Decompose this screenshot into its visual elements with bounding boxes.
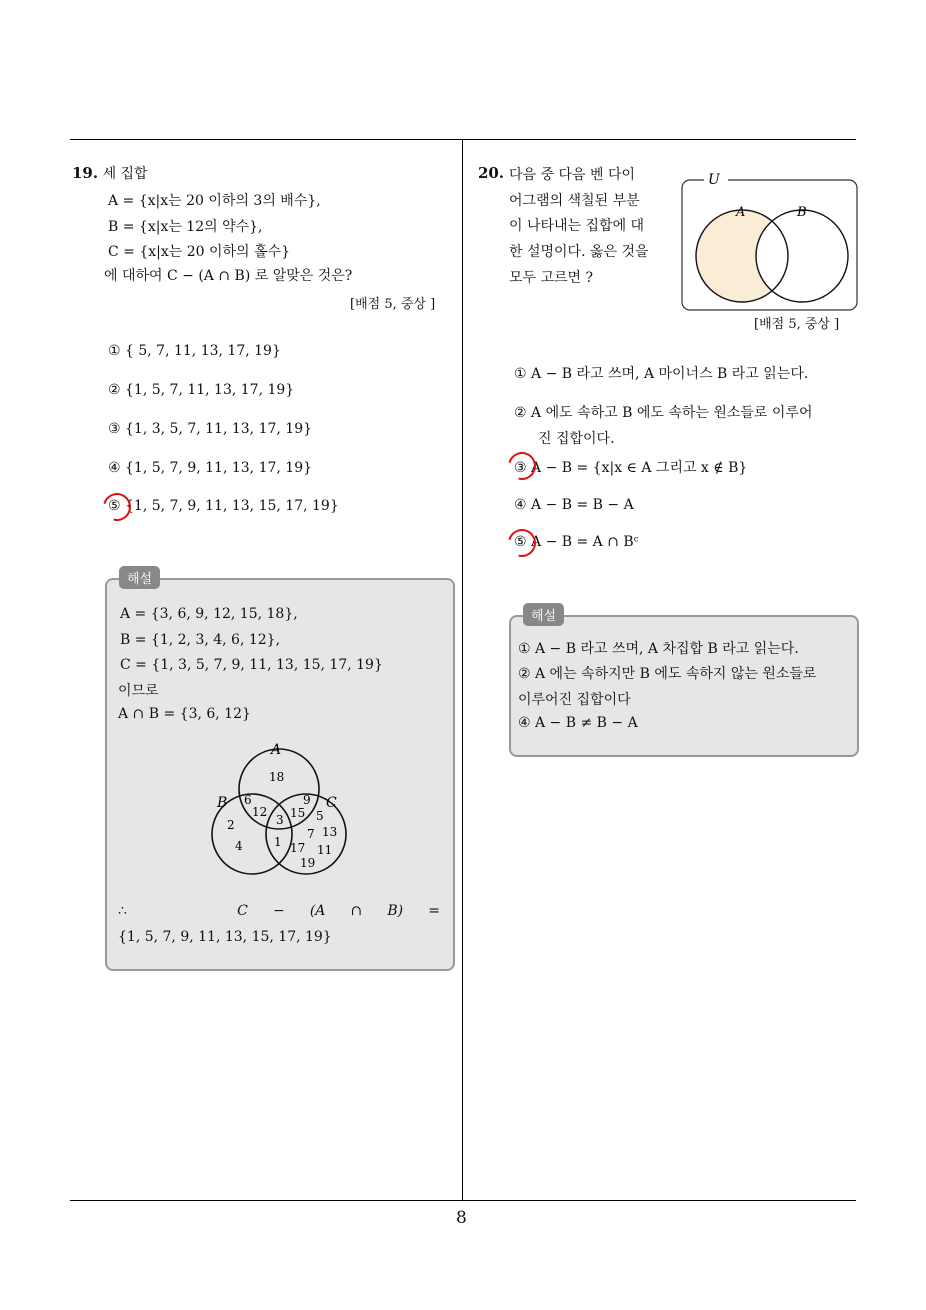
option-text: {1, 5, 7, 9, 11, 13, 17, 19} (125, 460, 313, 476)
q20-question-line-5: 모두 고르면 ? (509, 270, 594, 286)
venn-label-a: A (736, 205, 746, 220)
q19-number: 19. (72, 164, 99, 182)
venn-value: 6 (244, 793, 252, 807)
q20-option-2-continued: 진 집합이다. (538, 431, 615, 447)
q19-sol-line-3: C = {1, 3, 5, 7, 9, 11, 13, 15, 17, 19} (120, 657, 383, 673)
q20-question-line-4: 한 설명이다. 옳은 것을 (509, 244, 649, 260)
option-text: A − B = A ∩ Bᶜ (531, 534, 639, 550)
venn-value: 19 (300, 856, 316, 870)
q19-answer-circle (98, 488, 136, 526)
q20-option-3[interactable] (514, 457, 747, 477)
q19-intro: 세 집합 (102, 166, 148, 182)
venn-label-c: C (326, 795, 337, 811)
q19-set-a: A = {x|x는 20 이하의 3의 배수}, (108, 193, 321, 209)
q19-solution-tag: 해설 (119, 566, 160, 589)
top-rule (70, 139, 856, 140)
option-mark: ② (514, 405, 527, 421)
venn-label-b: B (217, 795, 228, 811)
venn-value: 15 (290, 806, 306, 820)
venn-value: 12 (252, 805, 268, 819)
venn-value: 2 (227, 818, 235, 832)
conclusion-token: (A (309, 903, 326, 919)
q20-question-line-1: 다음 중 다음 벤 다이 (509, 167, 635, 183)
conclusion-token: ∩ (350, 903, 363, 919)
q19-score: [배점 5, 중상 ] (350, 297, 436, 312)
q19-sol-line-1: A = {3, 6, 9, 12, 15, 18}, (120, 606, 298, 622)
venn-label-u: U (708, 172, 720, 188)
conclusion-token: = (428, 903, 440, 919)
q19-set-c: C = {x|x는 20 이하의 홀수} (108, 244, 290, 260)
q19-sol-line-2: B = {1, 2, 3, 4, 6, 12}, (120, 632, 281, 648)
venn-value: 7 (307, 827, 315, 841)
option-text: {1, 5, 7, 9, 11, 13, 15, 17, 19} (125, 498, 339, 514)
q19-set-b: B = {x|x는 12의 약수}, (108, 219, 263, 235)
option-mark: ② (108, 382, 121, 398)
venn-value: 4 (235, 839, 243, 853)
q20-solution-box (509, 615, 859, 757)
q20-option-2[interactable] (514, 402, 812, 422)
option-mark: ③ (108, 421, 121, 437)
q20-sol-line-1: ① A − B 라고 쓰며, A 차집합 B 라고 읽는다. (518, 641, 799, 657)
q19-option-3[interactable] (108, 421, 312, 437)
venn-label-a: A (271, 742, 282, 758)
conclusion-token: B) (387, 903, 404, 919)
venn-value: 9 (303, 793, 311, 807)
venn-value: 18 (269, 770, 285, 784)
venn-value: 11 (317, 843, 333, 857)
q19-sol-line-4: 이므로 (118, 683, 159, 699)
option-mark: ③ (514, 460, 527, 476)
option-mark: ④ (514, 497, 527, 513)
venn-label-b: B (797, 205, 807, 220)
page-number: 8 (456, 1208, 467, 1228)
option-text: A − B = B − A (531, 497, 634, 513)
q20-answer-circle-5 (503, 524, 541, 562)
option-text: A − B 라고 쓰며, A 마이너스 B 라고 읽는다. (531, 366, 809, 382)
q20-solution-tag: 해설 (523, 603, 564, 626)
option-mark: ① (108, 343, 121, 359)
option-mark: ⑤ (514, 534, 527, 550)
q20-option-4[interactable] (514, 497, 634, 513)
option-text: A 에도 속하고 B 에도 속하는 원소들로 이루어 (531, 405, 813, 421)
option-text: {1, 3, 5, 7, 11, 13, 17, 19} (125, 421, 313, 437)
conclusion-token: − (272, 903, 285, 919)
venn-value: 13 (322, 825, 338, 839)
option-text: { 5, 7, 11, 13, 17, 19} (125, 343, 281, 359)
therefore-symbol: ∴ (118, 903, 127, 919)
q19-option-5[interactable] (108, 498, 339, 514)
venn-value: 5 (316, 809, 324, 823)
q19-option-4[interactable] (108, 460, 312, 476)
q20-score: [배점 5, 중상 ] (754, 317, 840, 332)
q19-sol-line-5: A ∩ B = {3, 6, 12} (118, 706, 251, 722)
option-mark: ① (514, 366, 527, 382)
q20-answer-circle-3 (503, 447, 541, 485)
column-divider (462, 139, 463, 1201)
q19-venn-diagram (200, 738, 360, 878)
q20-question-line-3: 이 나타내는 집합에 대 (509, 218, 645, 234)
q19-option-2[interactable] (108, 382, 294, 398)
venn-value: 17 (290, 841, 306, 855)
q20-option-1[interactable] (514, 363, 808, 383)
q20-question-line-2: 어그램의 색칠된 부분 (509, 193, 640, 209)
venn-value: 1 (274, 835, 282, 849)
q20-sol-line-3: 이루어진 집합이다 (518, 692, 631, 708)
q19-answer-set: {1, 5, 7, 9, 11, 13, 15, 17, 19} (118, 929, 332, 945)
q19-question: 에 대하여 C − (A ∩ B) 로 알맞은 것은? (104, 268, 353, 284)
q19-conclusion (118, 903, 440, 919)
bottom-rule (70, 1200, 856, 1201)
q19-option-1[interactable] (108, 343, 281, 359)
q19-header (72, 164, 148, 183)
q20-number: 20. (478, 164, 505, 182)
option-text: {1, 5, 7, 11, 13, 17, 19} (125, 382, 295, 398)
q20-venn-diagram (678, 168, 862, 314)
option-mark: ④ (108, 460, 121, 476)
conclusion-token: C (237, 903, 248, 919)
option-text: A − B = {x|x ∈ A 그리고 x ∉ B} (531, 460, 748, 476)
q20-sol-line-2: ② A 에는 속하지만 B 에도 속하지 않는 원소들로 (518, 666, 817, 682)
option-mark: ⑤ (108, 498, 121, 514)
q20-sol-line-4: ④ A − B ≠ B − A (518, 715, 638, 731)
venn-value: 3 (276, 813, 284, 827)
